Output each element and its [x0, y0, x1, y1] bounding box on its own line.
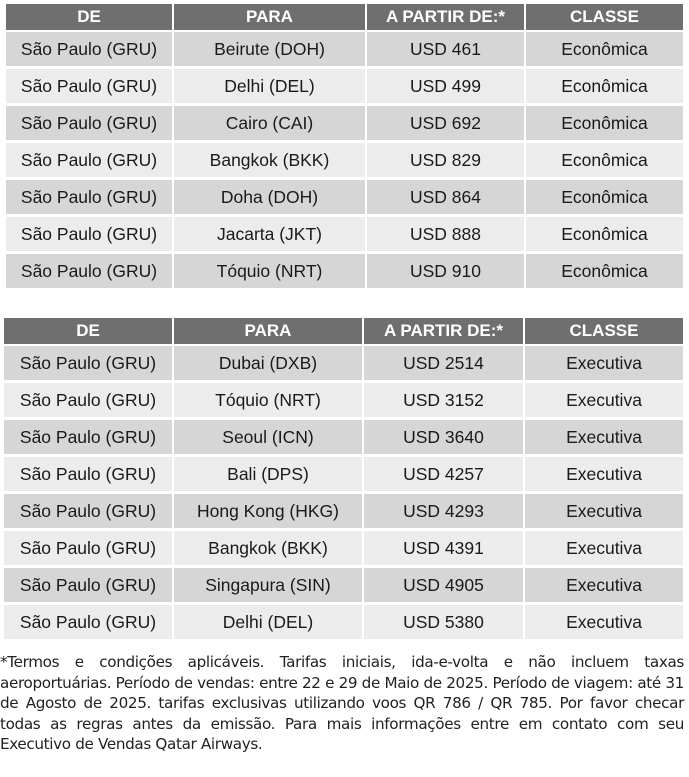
cell-destination: Jacarta (JKT)	[174, 217, 367, 254]
column-header-price: A PARTIR DE:*	[364, 318, 525, 346]
cell-price: USD 910	[367, 254, 526, 291]
cell-destination: Bangkok (BKK)	[174, 143, 367, 180]
column-header-class: CLASSE	[526, 4, 683, 32]
cell-price: USD 3152	[364, 383, 525, 420]
cell-class: Executiva	[525, 383, 683, 420]
column-header-class: CLASSE	[525, 318, 683, 346]
cell-destination: Singapura (SIN)	[174, 568, 364, 605]
cell-class: Executiva	[525, 420, 683, 457]
column-header-origin: DE	[4, 318, 174, 346]
table-row	[4, 568, 683, 605]
table-header-row	[4, 318, 683, 346]
business-fares-table	[4, 318, 683, 642]
cell-price: USD 3640	[364, 420, 525, 457]
column-header-destination: PARA	[174, 318, 364, 346]
table-row	[4, 346, 683, 383]
cell-price: USD 4293	[364, 494, 525, 531]
cell-origin: São Paulo (GRU)	[4, 457, 174, 494]
column-header-origin: DE	[6, 4, 174, 32]
cell-origin: São Paulo (GRU)	[4, 568, 174, 605]
cell-price: USD 4905	[364, 568, 525, 605]
cell-class: Econômica	[526, 143, 683, 180]
cell-destination: Hong Kong (HKG)	[174, 494, 364, 531]
table-row	[4, 605, 683, 642]
column-header-price: A PARTIR DE:*	[367, 4, 526, 32]
table-row	[6, 180, 683, 217]
cell-destination: Tóquio (NRT)	[174, 383, 364, 420]
cell-origin: São Paulo (GRU)	[4, 605, 174, 642]
cell-destination: Cairo (CAI)	[174, 106, 367, 143]
cell-destination: Dubai (DXB)	[174, 346, 364, 383]
column-header-destination: PARA	[174, 4, 367, 32]
cell-price: USD 5380	[364, 605, 525, 642]
cell-origin: São Paulo (GRU)	[6, 254, 174, 291]
cell-price: USD 692	[367, 106, 526, 143]
cell-origin: São Paulo (GRU)	[6, 32, 174, 69]
cell-class: Executiva	[525, 494, 683, 531]
cell-price: USD 4391	[364, 531, 525, 568]
cell-class: Executiva	[525, 531, 683, 568]
table-row	[6, 69, 683, 106]
table-row	[6, 217, 683, 254]
table-header-row	[6, 4, 683, 32]
cell-price: USD 461	[367, 32, 526, 69]
cell-class: Econômica	[526, 69, 683, 106]
cell-origin: São Paulo (GRU)	[6, 217, 174, 254]
cell-price: USD 499	[367, 69, 526, 106]
cell-class: Econômica	[526, 32, 683, 69]
cell-destination: Doha (DOH)	[174, 180, 367, 217]
cell-origin: São Paulo (GRU)	[6, 180, 174, 217]
cell-price: USD 888	[367, 217, 526, 254]
cell-price: USD 829	[367, 143, 526, 180]
table-row	[6, 254, 683, 291]
cell-destination: Delhi (DEL)	[174, 69, 367, 106]
cell-origin: São Paulo (GRU)	[6, 69, 174, 106]
cell-origin: São Paulo (GRU)	[4, 383, 174, 420]
cell-price: USD 2514	[364, 346, 525, 383]
table-row	[6, 32, 683, 69]
cell-origin: São Paulo (GRU)	[4, 346, 174, 383]
table-row	[6, 106, 683, 143]
cell-class: Executiva	[525, 457, 683, 494]
cell-origin: São Paulo (GRU)	[4, 420, 174, 457]
cell-class: Econômica	[526, 106, 683, 143]
cell-destination: Seoul (ICN)	[174, 420, 364, 457]
table-row	[4, 494, 683, 531]
cell-destination: Delhi (DEL)	[174, 605, 364, 642]
cell-destination: Bangkok (BKK)	[174, 531, 364, 568]
cell-origin: São Paulo (GRU)	[4, 494, 174, 531]
cell-origin: São Paulo (GRU)	[6, 106, 174, 143]
table-row	[4, 531, 683, 568]
cell-class: Econômica	[526, 180, 683, 217]
cell-class: Econômica	[526, 254, 683, 291]
table-row	[4, 457, 683, 494]
economy-fares-table	[6, 4, 683, 291]
cell-destination: Beirute (DOH)	[174, 32, 367, 69]
cell-origin: São Paulo (GRU)	[6, 143, 174, 180]
cell-class: Econômica	[526, 217, 683, 254]
cell-price: USD 4257	[364, 457, 525, 494]
table-row	[4, 420, 683, 457]
table-row	[6, 143, 683, 180]
cell-class: Executiva	[525, 605, 683, 642]
cell-class: Executiva	[525, 568, 683, 605]
cell-destination: Bali (DPS)	[174, 457, 364, 494]
cell-origin: São Paulo (GRU)	[4, 531, 174, 568]
cell-price: USD 864	[367, 180, 526, 217]
cell-destination: Tóquio (NRT)	[174, 254, 367, 291]
cell-class: Executiva	[525, 346, 683, 383]
table-row	[4, 383, 683, 420]
terms-footnote: *Termos e condições aplicáveis. Tarifas iniciais, ida-e-volta e não incluem taxas aeroportuárias. Período de vendas: entre 22 e 29 de Maio de 2025. Período de viagem: até 31 de Agosto de 2025. tarifas exclusivas utilizando voos QR 786 / QR 785. Por favor checar todas as regras antes da emissão. Para mais informações entre em contato com seu Executivo de Vendas Qatar Airways.	[0, 653, 684, 753]
